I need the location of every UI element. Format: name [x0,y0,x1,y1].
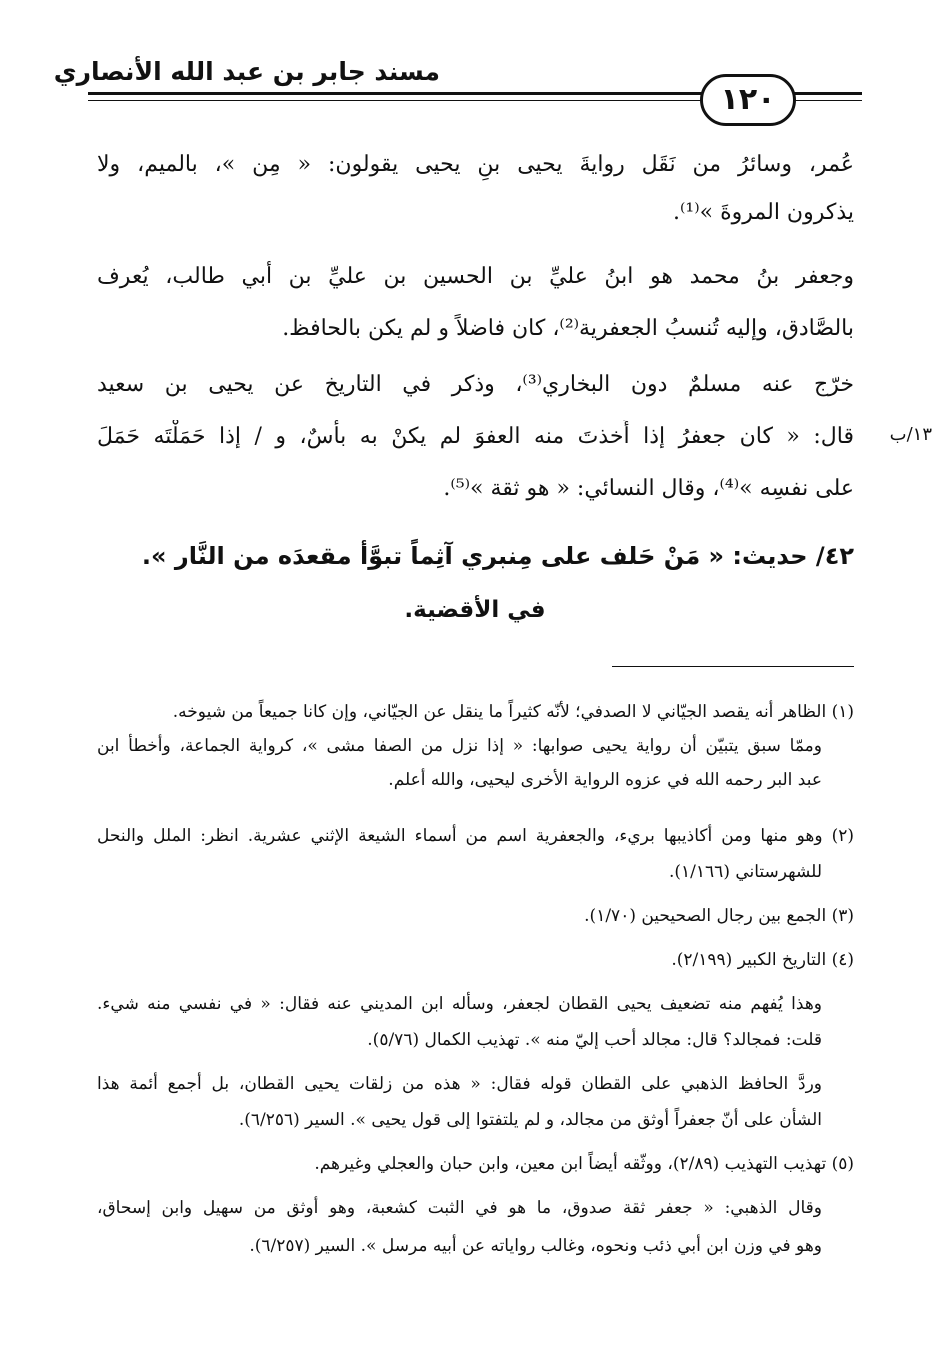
hadith-heading: ٤٢/ حديث: « مَنْ حَلف على مِنبري آثِماً تبوَّأ مقعدَه من النَّار ». [141,542,854,570]
footnote-separator [612,666,854,667]
footnote-line-10: وردَّ الحافظ الذهبي على القطان قوله فقال: « هذه من زلقات يحيى القطان، بل أجمع أئمة هذا [97,1074,822,1094]
footnote-line-1: (١) الظاهر أنه يقصد الجيّاني لا الصدفي؛ لأنّه كثيراً ما ينقل عن الجيّاني، وإن كانا جميعاً من شيوخه. [172,702,854,722]
body-line-3: وجعفر بنُ محمد هو ابنُ عليِّ بن الحسين بن عليِّ بن أبي طالب، يُعرف [97,264,854,289]
body-line-4: بالصَّادق، وإليه تُنسبُ الجعفرية⁽²⁾، كان فاضلاً و لم يكن بالحافظ. [282,316,854,341]
body-line-2: يذكرون المروةَ »⁽¹⁾. [673,200,854,225]
footnote-line-13: وقال الذهبي: « جعفر ثقة صدوق، ما هو في الثبت كشعبة، وهو أوثق من سهيل وابن إسحاق، [97,1198,822,1218]
footnote-line-3: عبد البر رحمه الله في عزوه الرواية الأخرى ليحيى، والله أعلم. [388,770,822,790]
footnote-line-7: (٤) التاريخ الكبير (٢/١٩٩). [671,950,854,970]
footnote-line-11: الشأن على أنّ جعفراً أوثق من مجالد، و لم يلتفتوا إلى قول يحيى ». السير (٦/٢٥٦). [238,1110,822,1130]
footnote-line-8: وهذا يُفهم منه تضعيف يحيى القطان لجعفر، وسأله ابن المديني عنه فقال: « في نفسي منه شيء. [97,994,822,1014]
hadith-subheading: في الأقضية. [404,597,546,623]
footnote-line-14: وهو في وزن ابن أبي ذئب ونحوه، وغالب رواياته عن أبيه مرسل ». السير (٦/٢٥٧). [249,1236,822,1256]
body-line-7: على نفسِه »⁽⁴⁾، وقال النسائي: « هو ثقة »⁽⁵⁾. [443,476,854,501]
body-line-1: عُمر، وسائرُ من نَقَل روايةَ يحيى بنِ يحيى يقولون: « مِن »، بالميم، ولا [97,152,854,177]
footnote-line-6: (٣) الجمع بين رجال الصحيحين (١/٧٠). [584,906,854,926]
page-number: ١٢٠ [700,74,796,126]
footnote-line-2: وممّا سبق يتبيّن أن رواية يحيى صوابها: « إذا نزل من الصفا مشى »، كرواية الجماعة، وأخطأ ابن [97,736,822,756]
footnote-line-12: (٥) تهذيب التهذيب (٢/٨٩)، ووثّقه أيضاً ابن معين، وابن حبان والعجلي وغيرهم. [314,1154,854,1174]
footnote-line-9: قلت: فمجالد؟ قال: مجالد أحب إليّ منه ». تهذيب الكمال (٥/٧٦). [367,1030,822,1050]
body-line-6: قال: « كان جعفرُ إذا أَخذتَ منه العفوَ لم يكنْ به بأسٌ، و / إذا حَمَلْتَه حَمَلَ [97,424,854,449]
header-title: مسند جابر بن عبد الله الأنصاري [53,57,440,86]
body-line-5: خرّج عنه مسلمٌ دون البخاري⁽³⁾، وذكر في التاريخ عن يحيى بن سعيد [97,372,854,397]
footnote-line-5: للشهرستاني (١/١٦٦). [669,862,822,882]
footnote-line-4: (٢) وهو منها ومن أكاذيبها بريء، والجعفرية اسم من أسماء الشيعة الإثني عشرية. انظر: الملل والنحل [97,826,854,846]
margin-folio-note: ١٣/ب [889,424,932,445]
